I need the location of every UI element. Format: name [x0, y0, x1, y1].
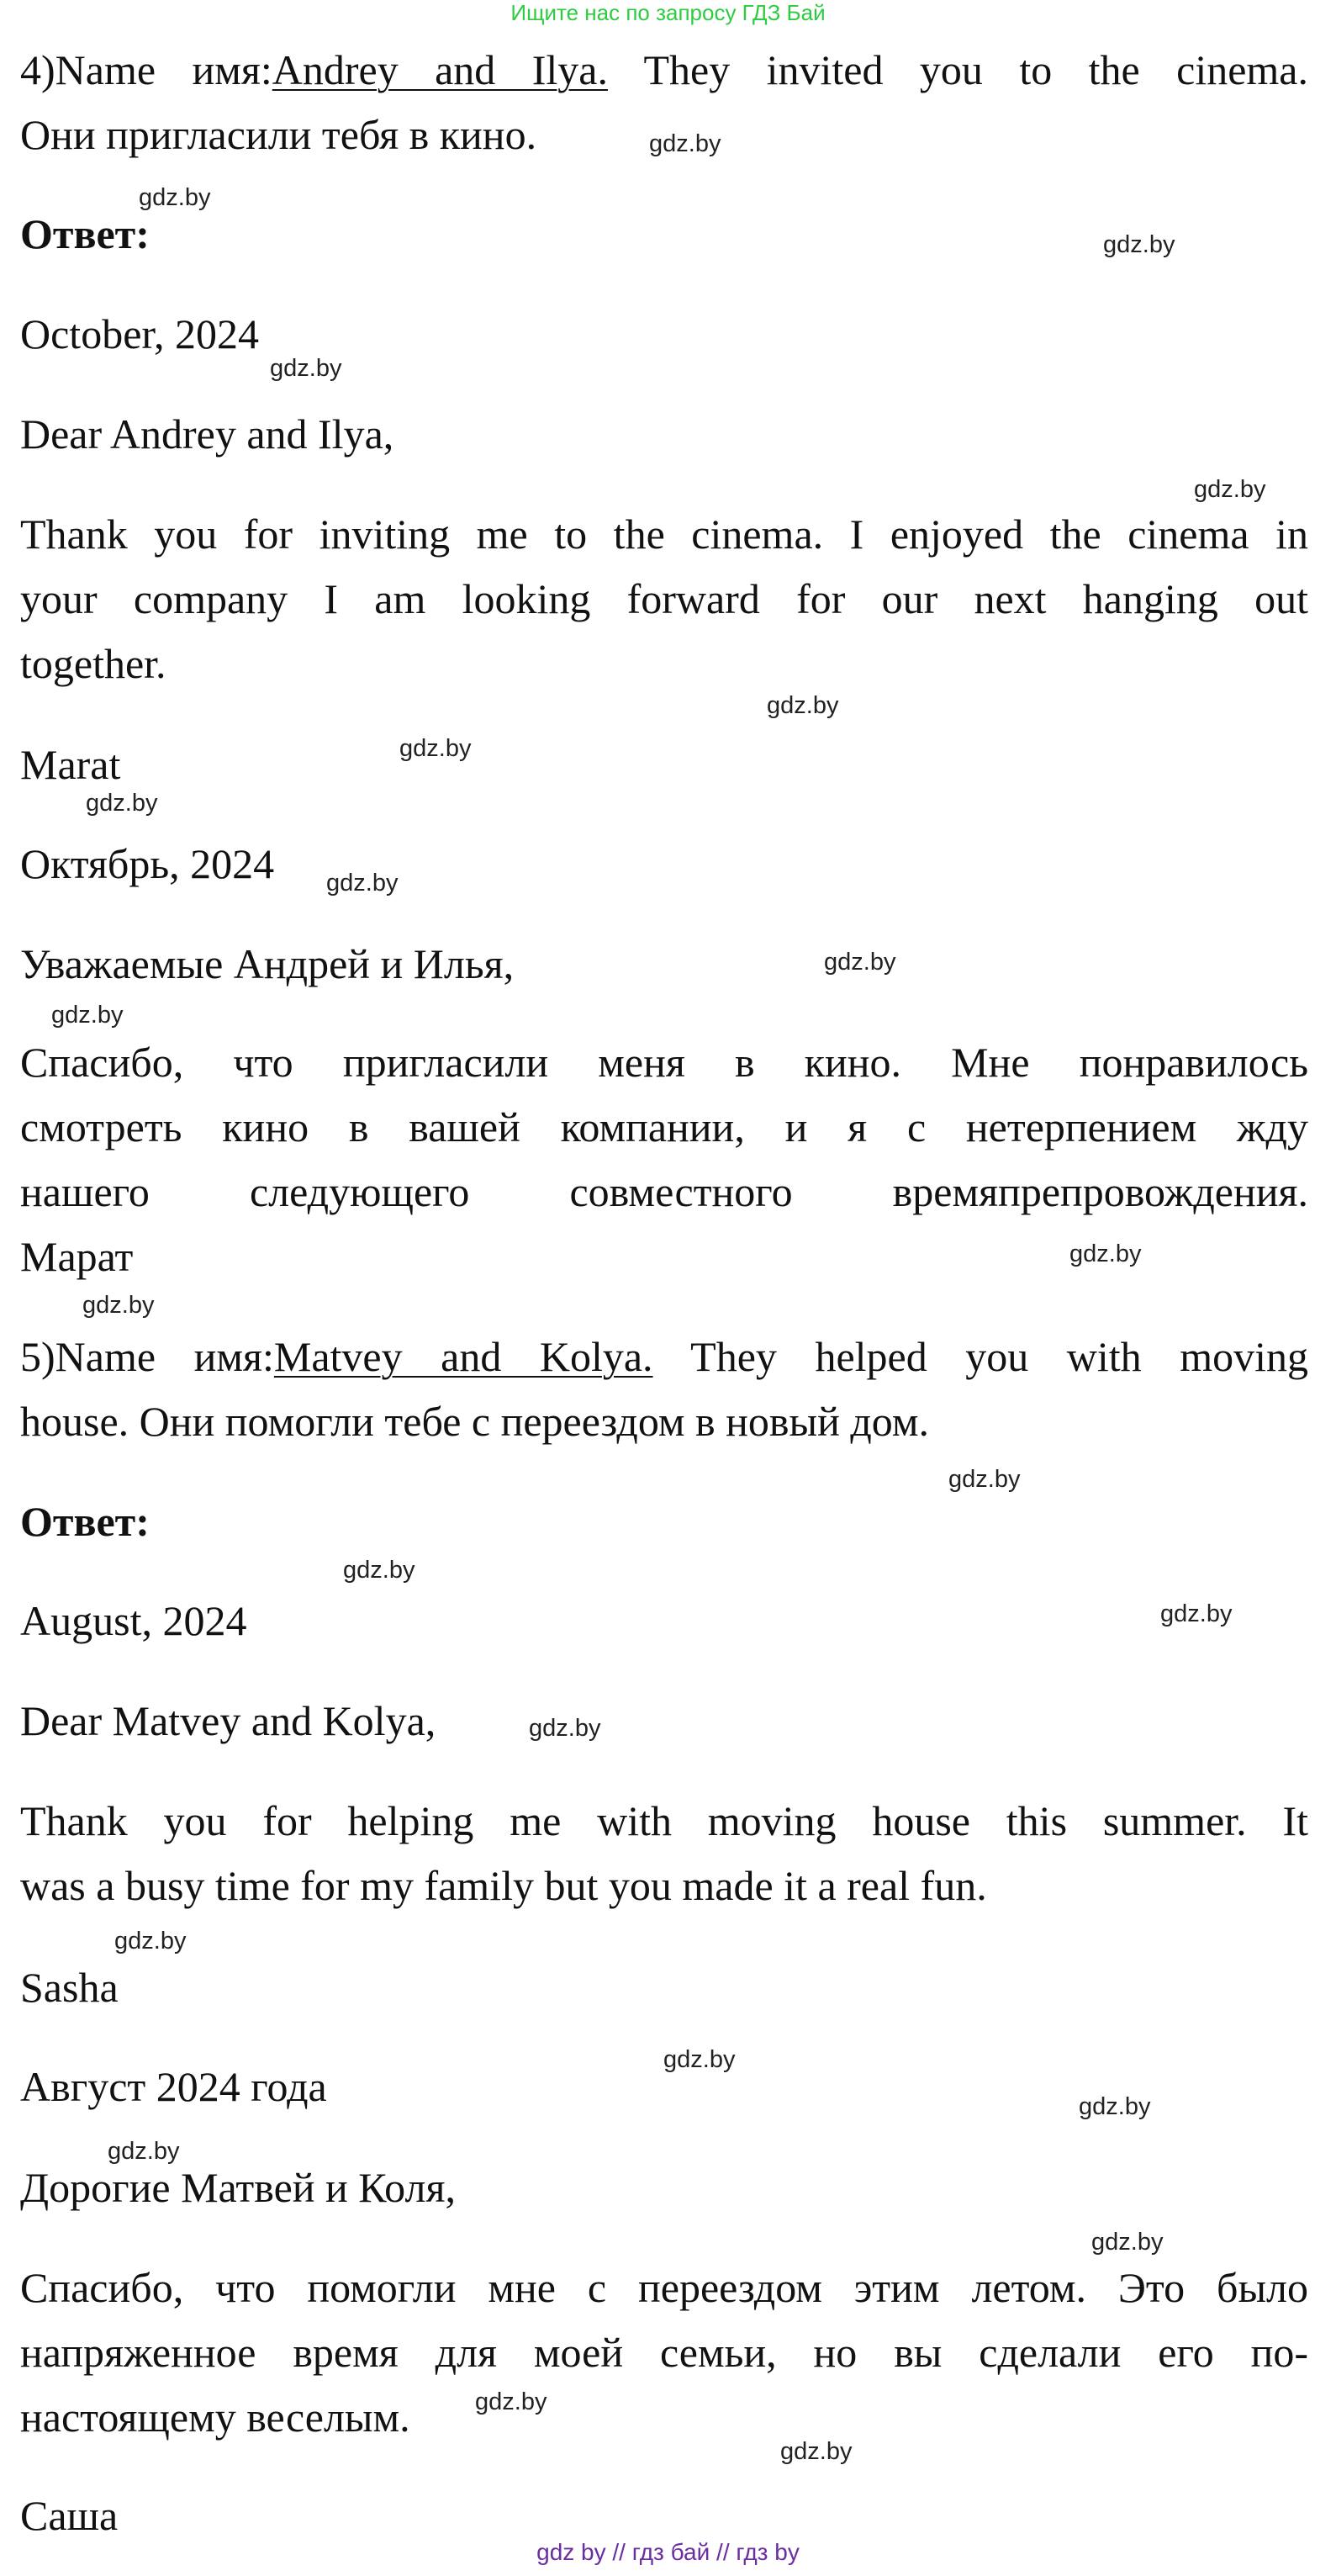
task4-en-body-line2: your company I am looking forward for our next hanging out: [20, 575, 1308, 622]
watermark: gdz.by: [1160, 1600, 1233, 1627]
watermark: gdz.by: [399, 735, 472, 762]
task5-prompt-line1: [20, 1325, 1308, 1389]
watermark: gdz.by: [663, 2046, 736, 2073]
task4-en-body: [20, 502, 1308, 696]
task5-ru-body: [20, 2256, 1308, 2450]
task5-en-date: August, 2024: [20, 1597, 247, 1644]
task5-en-body-line2: was a busy time for my family but you made it a real fun.: [20, 1862, 987, 1909]
footer-links: gdz by // гдз бай // гдз by: [536, 2539, 800, 2565]
task5-ru-body-line3: настоящему веселым.: [20, 2394, 410, 2441]
watermark: gdz.by: [326, 870, 399, 897]
task5-answer-label: Ответ:: [20, 1498, 150, 1545]
task5-ru-greeting: Дорогие Матвей и Коля,: [20, 2164, 456, 2211]
watermark: gdz.by: [475, 2388, 547, 2415]
task4-en-date: October, 2024: [20, 310, 260, 357]
watermark: gdz.by: [529, 1715, 601, 1742]
task4-ru-body-line1: Спасибо, что пригласили меня в кино. Мне понравилось: [20, 1039, 1308, 1086]
task4-en-body-line3: together.: [20, 640, 166, 687]
task4-prompt-line2: Они пригласили тебя в кино.: [20, 111, 537, 158]
task5-ru-body-line1: Спасибо, что помогли мне с переездом этим летом. Это было: [20, 2264, 1308, 2311]
task4-ru-body-line2: смотреть кино в вашей компании, и я с нетерпением жду: [20, 1103, 1308, 1150]
watermark: gdz.by: [270, 355, 342, 382]
task5-ru-date: Август 2024 года: [20, 2063, 327, 2110]
task5-ru-body-line2: напряженное время для моей семьи, но вы сделали его по-: [20, 2329, 1308, 2376]
task5-en-signature: Sasha: [20, 1964, 119, 2011]
task4-en-greeting: Dear Andrey and Ilya,: [20, 410, 394, 458]
task4-en-body-line1: Thank you for inviting me to the cinema. I enjoyed the cinema in: [20, 510, 1308, 558]
watermark: gdz.by: [114, 1928, 187, 1954]
task5-prompt-line2: house. Они помогли тебе с переездом в новый дом.: [20, 1398, 929, 1445]
watermark: gdz.by: [780, 2438, 853, 2465]
task4-line1-rest: They invited you to the cinema.: [607, 46, 1308, 93]
task5-prefix: 5)Name имя:: [20, 1333, 274, 1380]
task4-prefix: 4)Name имя:: [20, 46, 272, 93]
watermark: gdz.by: [948, 1466, 1021, 1493]
task5-en-body: [20, 1789, 1308, 1918]
watermark: gdz.by: [1103, 231, 1175, 258]
task4-ru-body-line3: нашего следующего совместного времяпрепровождения.: [20, 1168, 1308, 1215]
watermark: gdz.by: [824, 949, 896, 976]
task5-names: Matvey and Kolya.: [273, 1333, 653, 1380]
top-banner: Ищите нас по запросу ГДЗ Бай: [510, 0, 826, 25]
watermark: gdz.by: [1091, 2229, 1164, 2256]
watermark: gdz.by: [108, 2138, 180, 2165]
watermark: gdz.by: [649, 130, 721, 157]
task4-ru-date: Октябрь, 2024: [20, 840, 275, 887]
watermark: gdz.by: [343, 1557, 415, 1584]
task4-prompt-line1: [20, 38, 1308, 103]
watermark: gdz.by: [1079, 2093, 1151, 2120]
task4-en-signature: Marat: [20, 741, 121, 788]
task5-en-greeting: Dear Matvey and Kolya,: [20, 1697, 436, 1744]
watermark: gdz.by: [1194, 476, 1266, 503]
task4-names: Andrey and Ilya.: [272, 46, 608, 93]
task4-answer-label: Ответ:: [20, 210, 150, 257]
task5-en-body-line1: Thank you for helping me with moving house this summer. It: [20, 1797, 1308, 1844]
task5-line1-rest: They helped you with moving: [652, 1333, 1308, 1380]
watermark: gdz.by: [82, 1292, 155, 1319]
task5-ru-signature: Саша: [20, 2492, 119, 2539]
watermark: gdz.by: [767, 692, 839, 719]
watermark: gdz.by: [1069, 1240, 1142, 1267]
watermark: gdz.by: [51, 1002, 124, 1029]
task4-ru-signature: Марат: [20, 1233, 134, 1280]
task4-ru-greeting: Уважаемые Андрей и Илья,: [20, 940, 515, 987]
watermark: gdz.by: [86, 790, 158, 817]
task5-prompt: [20, 1325, 1308, 1454]
watermark: gdz.by: [139, 184, 211, 211]
